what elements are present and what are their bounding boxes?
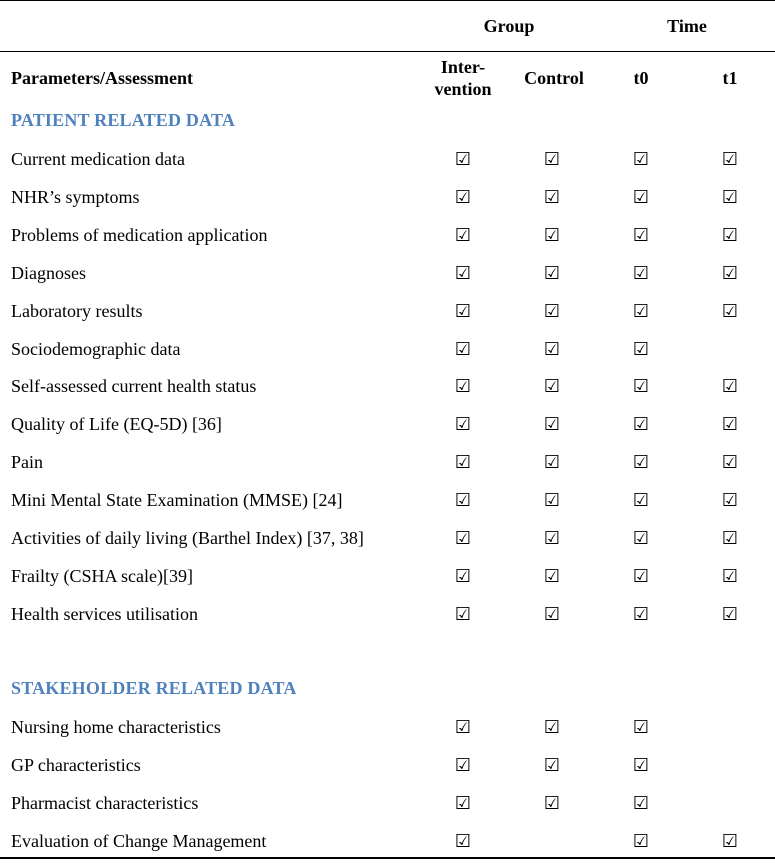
checkbox-intervention-icon: ☑ (454, 792, 472, 814)
table-top-rule (0, 0, 775, 1)
checkbox-intervention-icon: ☑ (454, 490, 472, 512)
checkbox-control-icon: ☑ (543, 300, 561, 322)
checkbox-t0-icon: ☑ (632, 603, 650, 625)
checkbox-intervention-icon: ☑ (454, 262, 472, 284)
table-row (0, 716, 775, 754)
checkbox-intervention-icon: ☑ (454, 754, 472, 776)
checkbox-t0-icon: ☑ (632, 452, 650, 474)
row-label: GP characteristics (11, 754, 141, 775)
checkbox-t0-icon: ☑ (632, 338, 650, 360)
header-intervention (418, 56, 508, 100)
checkbox-control-icon: ☑ (543, 792, 561, 814)
checkbox-t1-icon: ☑ (721, 490, 739, 512)
checkbox-control-icon: ☑ (543, 414, 561, 436)
table-row (0, 830, 775, 868)
table-row (0, 413, 775, 451)
row-label: Evaluation of Change Management (11, 830, 267, 851)
row-label: Problems of medication application (11, 224, 268, 245)
checkbox-intervention-icon: ☑ (454, 224, 472, 246)
checkbox-intervention-icon: ☑ (454, 528, 472, 549)
table-row (0, 754, 775, 792)
checkbox-t1-icon: ☑ (721, 452, 739, 474)
checkbox-control-icon: ☑ (543, 376, 561, 398)
header-intervention-line1: Inter- (440, 57, 486, 77)
checkbox-control-icon: ☑ (543, 338, 561, 360)
header-control: Control (524, 68, 584, 88)
checkbox-control-icon: ☑ (543, 528, 561, 549)
checkbox-t0-icon: ☑ (632, 830, 650, 852)
checkbox-t0-icon: ☑ (632, 149, 650, 170)
row-label: Pharmacist characteristics (11, 792, 199, 813)
row-label: Frailty (CSHA scale)[39] (11, 565, 193, 586)
checkbox-intervention-icon: ☑ (454, 338, 472, 360)
checkbox-intervention-icon: ☑ (454, 830, 472, 852)
row-label: Health services utilisation (11, 603, 198, 624)
checkbox-control-icon: ☑ (543, 490, 561, 512)
table-row (0, 338, 775, 376)
checkbox-control-icon: ☑ (543, 565, 561, 587)
checkbox-intervention-icon: ☑ (454, 565, 472, 587)
checkbox-t0-icon: ☑ (632, 262, 650, 284)
checkbox-control-icon: ☑ (543, 186, 561, 208)
table-row (0, 186, 775, 224)
checkbox-t1-icon: ☑ (721, 603, 739, 625)
checkbox-t0-icon: ☑ (632, 565, 650, 587)
header-intervention-line2: vention (434, 79, 492, 99)
checkbox-intervention-icon: ☑ (454, 300, 472, 322)
table-row (0, 224, 775, 262)
checkbox-t1-icon: ☑ (721, 565, 739, 587)
checkbox-control-icon: ☑ (543, 603, 561, 625)
checkbox-control-icon: ☑ (543, 754, 561, 776)
checkbox-control-icon: ☑ (543, 149, 561, 170)
table-row (0, 527, 775, 565)
checkbox-control-icon: ☑ (543, 717, 561, 738)
row-label: Laboratory results (11, 300, 143, 321)
table-row (0, 792, 775, 830)
checkbox-control-icon: ☑ (543, 262, 561, 284)
checkbox-intervention-icon: ☑ (454, 376, 472, 398)
checkbox-t1-icon: ☑ (721, 149, 739, 170)
checkbox-intervention-icon: ☑ (454, 717, 472, 738)
header-group: Group (483, 16, 535, 36)
table-row (0, 262, 775, 300)
checkbox-t0-icon: ☑ (632, 792, 650, 814)
table-row (0, 300, 775, 338)
checkbox-t1-icon: ☑ (721, 300, 739, 322)
table-row (0, 148, 775, 186)
section-title: PATIENT RELATED DATA (11, 110, 236, 130)
checkbox-control-icon: ☑ (543, 452, 561, 474)
checkbox-intervention-icon: ☑ (454, 452, 472, 474)
row-label: Pain (11, 452, 44, 473)
header-divider-rule (0, 51, 775, 52)
checkbox-t1-icon: ☑ (721, 414, 739, 436)
row-label: NHR’s symptoms (11, 186, 140, 207)
row-label: Current medication data (11, 149, 185, 169)
checkbox-t1-icon: ☑ (721, 262, 739, 284)
row-label: Diagnoses (11, 262, 86, 283)
checkbox-control-icon: ☑ (543, 224, 561, 246)
checkbox-t1-icon: ☑ (721, 376, 739, 398)
header-time: Time (667, 16, 707, 36)
checkbox-t1-icon: ☑ (721, 830, 739, 852)
header-t1: t1 (722, 68, 738, 88)
row-label: Sociodemographic data (11, 338, 181, 359)
checkbox-intervention-icon: ☑ (454, 149, 472, 170)
header-t0: t0 (633, 68, 649, 88)
header-parameters: Parameters/Assessment (11, 68, 193, 88)
section-title: STAKEHOLDER RELATED DATA (11, 678, 297, 698)
table-bottom-rule (0, 857, 775, 859)
checkbox-t0-icon: ☑ (632, 300, 650, 322)
row-label: Self-assessed current health status (11, 376, 257, 397)
checkbox-t0-icon: ☑ (632, 528, 650, 549)
table-row (0, 603, 775, 641)
checkbox-t0-icon: ☑ (632, 186, 650, 208)
row-label: Nursing home characteristics (11, 717, 221, 737)
table-row (0, 489, 775, 527)
row-label: Quality of Life (EQ-5D) [36] (11, 414, 222, 435)
table-row (0, 451, 775, 489)
checkbox-t0-icon: ☑ (632, 754, 650, 776)
checkbox-intervention-icon: ☑ (454, 414, 472, 436)
checkbox-intervention-icon: ☑ (454, 186, 472, 208)
table-row (0, 565, 775, 603)
checkbox-t1-icon: ☑ (721, 224, 739, 246)
table-row (0, 375, 775, 413)
checkbox-t1-icon: ☑ (721, 528, 739, 549)
checkbox-intervention-icon: ☑ (454, 603, 472, 625)
checkbox-t0-icon: ☑ (632, 224, 650, 246)
checkbox-t1-icon: ☑ (721, 186, 739, 208)
checkbox-t0-icon: ☑ (632, 490, 650, 512)
checkbox-t0-icon: ☑ (632, 376, 650, 398)
row-label: Activities of daily living (Barthel Index) [37, 38] (11, 528, 364, 548)
row-label: Mini Mental State Examination (MMSE) [24] (11, 490, 343, 511)
checkbox-t0-icon: ☑ (632, 414, 650, 436)
checkbox-t0-icon: ☑ (632, 717, 650, 738)
